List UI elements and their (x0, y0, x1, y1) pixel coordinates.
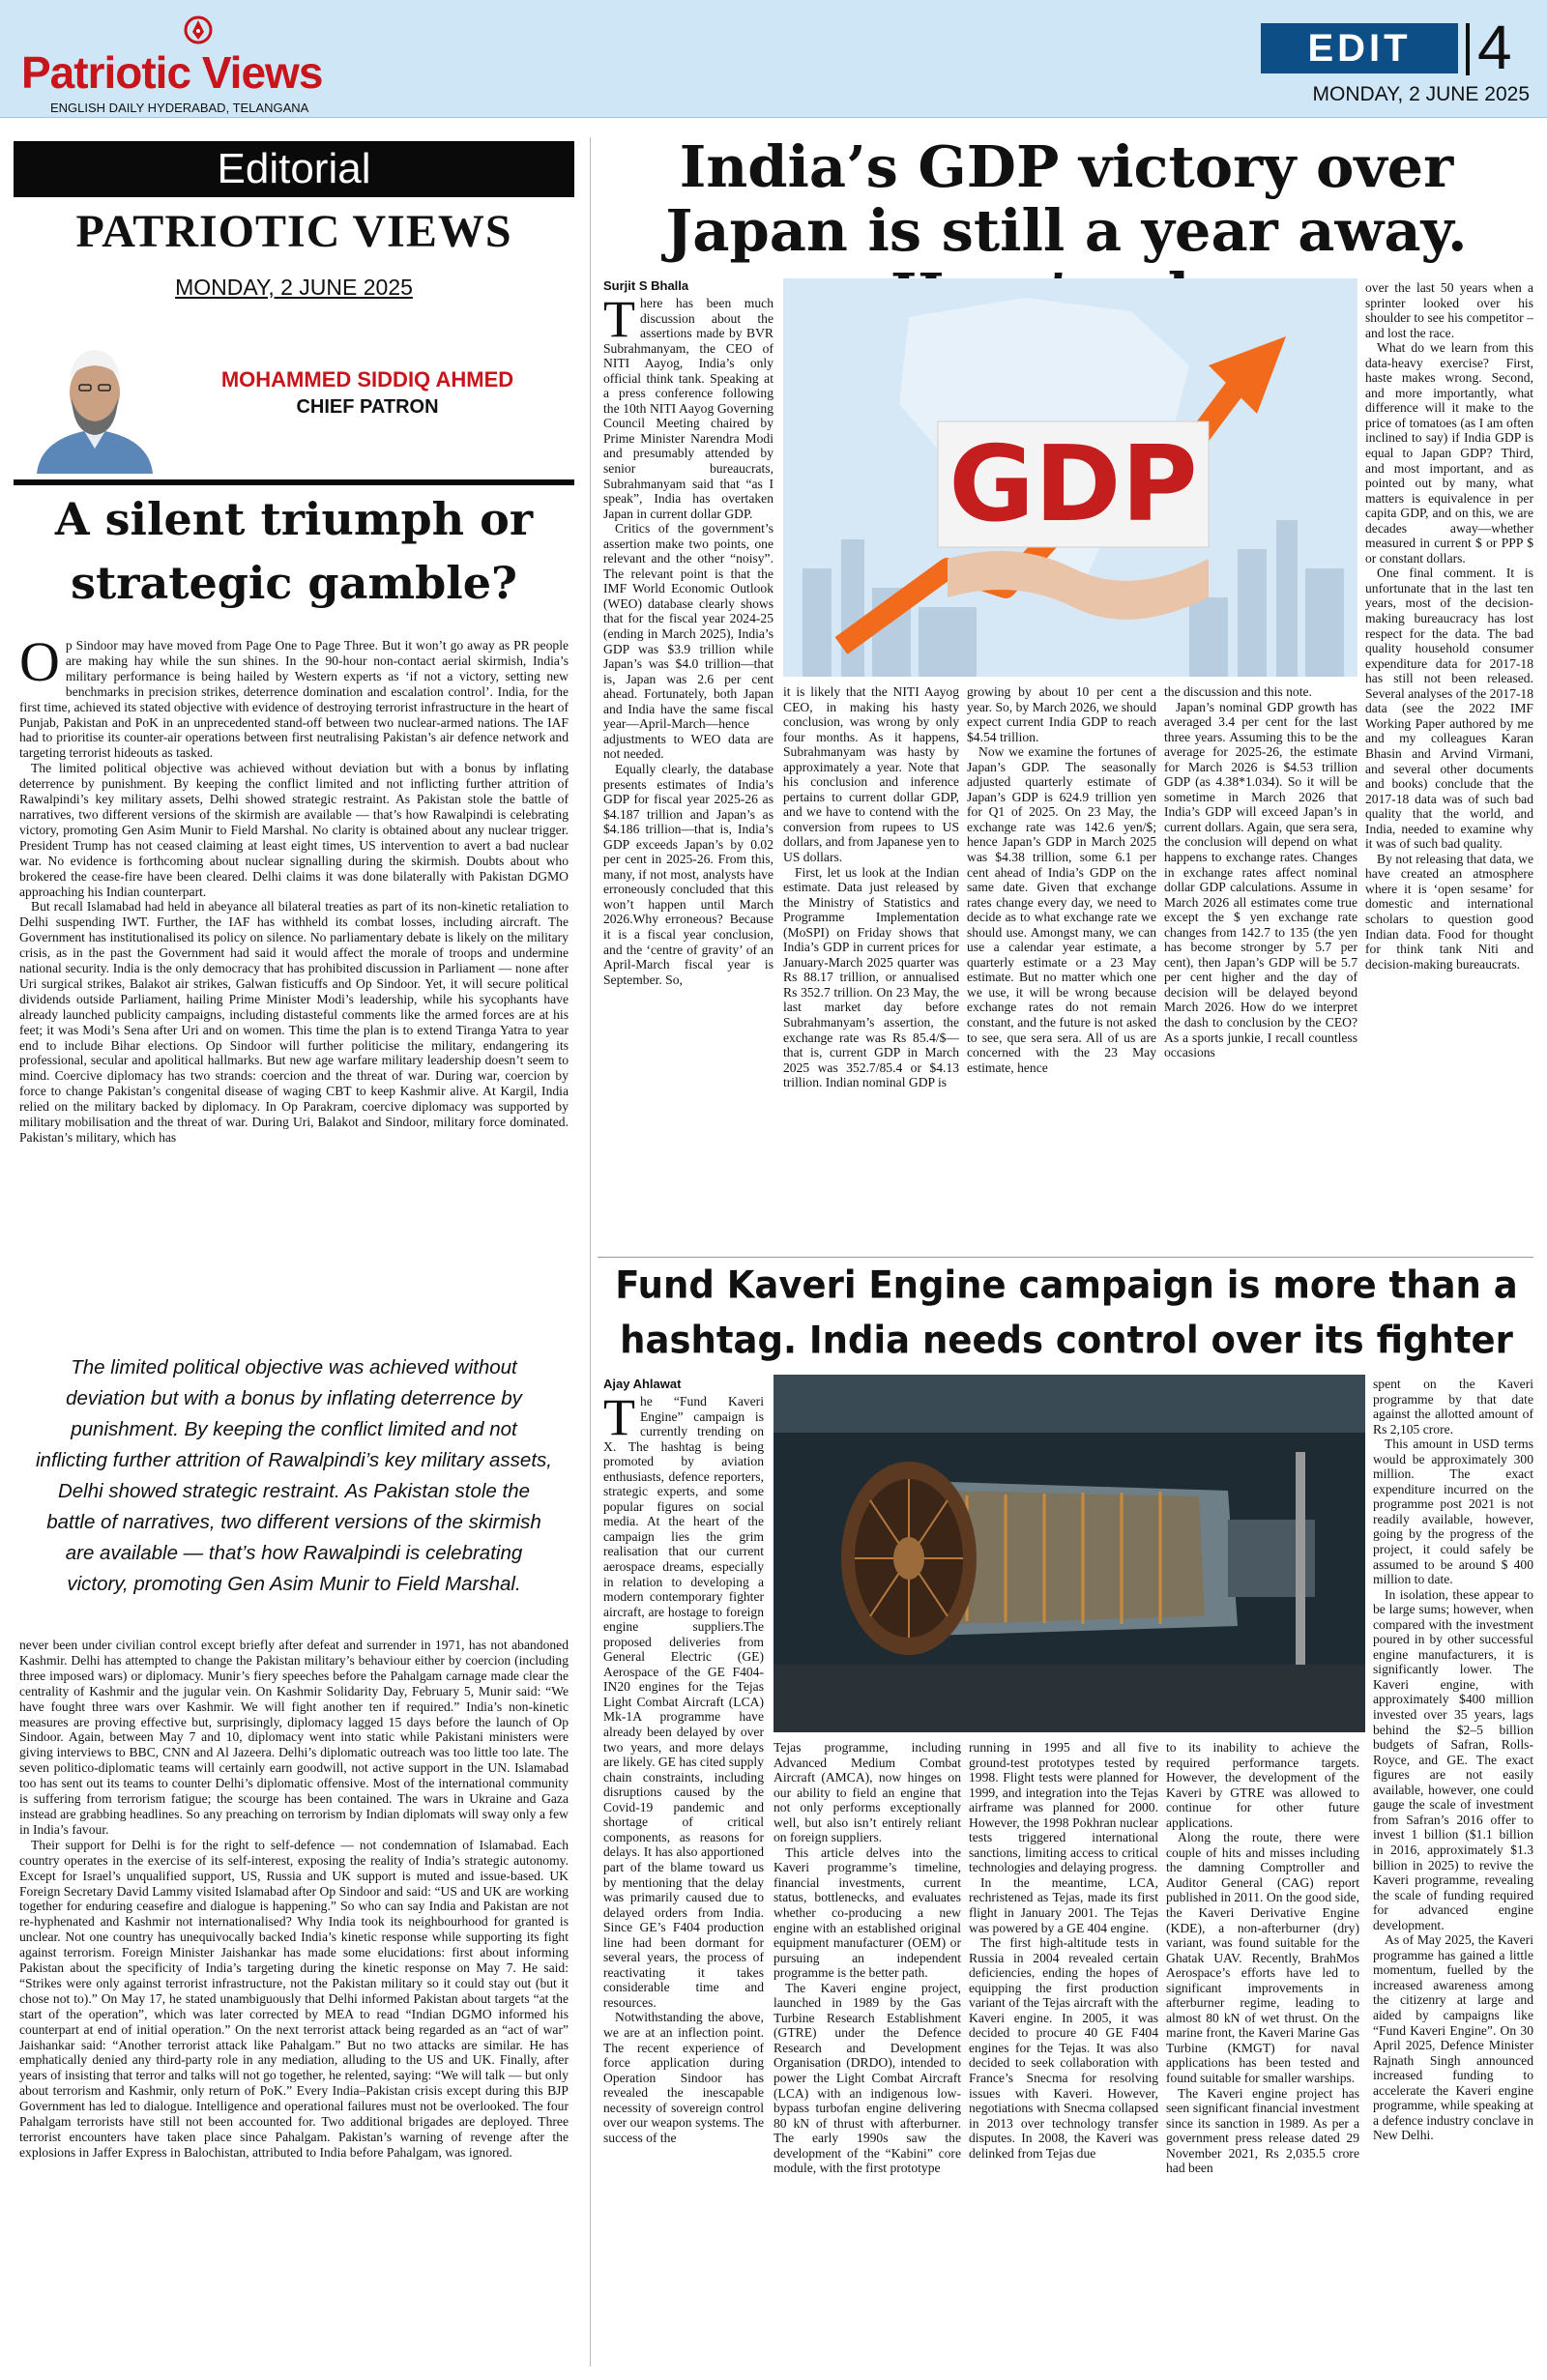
story1-column-3 (967, 684, 1156, 1251)
story1-paragraph: Critics of the government’s assertion make two points, one relevant and the other “noisy”. The relevant point is that the IMF World Economic Outlook (WEO) database clearly shows that for the fiscal year 2024-25 (ending in March 2025), India’s GDP was $3.9 trillion while Japan’s was $4.0 trillion—that is, Japan was 2.6 per cent ahead. Fortunately, both Japan and India have the same fiscal year—April-March—hence adjustments to WEO data are not needed. (603, 521, 774, 762)
logo-tagline: ENGLISH DAILY HYDERABAD, TELANGANA (50, 101, 309, 115)
story2-paragraph: The “Fund Kaveri Engine” campaign is currently trending on X. The hashtag is being promoted by aviation enthusiasts, defence reporters, strategic experts, and some popular figures on social media. At the heart of the campaign lies the grim realisation that our current aerospace dreams, especially in relation to developing a modern contemporary fighter aircraft, are hostage to foreign engine suppliers.The proposed deliveries from General Electric (GE) Aerospace of the GE F404-IN20 engines for the Tejas Light Combat Aircraft (LCA) Mk-1A programme have already been delayed by over two years, and more delays are likely. GE has cited supply chain constraints, including disruptions caused by the Covid-19 pandemic and shortage of critical components, as reasons for delays. It has also apportioned part of the blame toward us by mentioning that the delay was primarily caused due to delayed orders from India. Since GE’s F404 production line had been dormant for several years, the process of reactivating it takes considerable time and resources. (603, 1394, 764, 2010)
editorial-body-bottom (19, 1638, 569, 2368)
story2-paragraph: spent on the Kaveri programme by that date against the allotted amount of Rs 2,105 crore. (1373, 1377, 1533, 1437)
story1-headline: India’s GDP victory over Japan is still a year away. (665, 133, 1468, 264)
story2-paragraph: As of May 2025, the Kaveri programme has gained a little momentum, fuelled by the increased awareness among the citizenry at large and aided by campaigns like “Fund Kaveri Engine”. On 30 April 2025, Defence Minister Rajnath Singh announced increased funding to accelerate the Kaveri engine programme, while speaking at a defence industry conclave in New Delhi. (1373, 1932, 1533, 2143)
editorial-body-top (19, 638, 569, 1317)
editorial-pull-quote: The limited political objective was achieved without deviation but with a bonus by inflating deterrence by punishment. By keeping the conflict limited and not inflicting further attrition of Rawalpindi’s key military assets, Delhi showed strategic restraint. As Pakistan stole the battle of narratives, two different versions of the skirmish are available — that’s how Rawalpindi is celebrating victory, promoting Gen Asim Munir to Field Marshal. (36, 1356, 552, 1595)
story1-dropcap: T (603, 296, 635, 348)
story1-paragraph: First, let us look at the Indian estimate. Data just released by the Ministry of Statistics and Programme Implementation (MoSPI) on Friday shows that India’s GDP in current prices for January-March 2025 quarter was Rs 88.17 trillion, or annualised Rs 352.7 trillion. On 23 May, the last market day before Subrahmanyam’s assertion, the exchange rate was Rs 85.4/$—that is, current GDP in March 2025 was 352.7/85.4 or $4.13 trillion. Indian nominal GDP is (783, 864, 959, 1090)
masthead (0, 0, 1547, 118)
editorial-divider (14, 479, 574, 485)
section-label: EDIT (1261, 23, 1458, 73)
editorial-paragraph: never been under civilian control except briefly after defeat and surrender in 1971, has not abandoned Kashmir. Delhi has attempted to change the Pakistan military’s behaviour either by coercion (including three imposed wars) or diplomacy. Munir’s fiery speeches before the Pahalgam carnage made clear the centrality of Kashmir and the jugular vein. On Kashmir Solidarity Day, February 5, Munir said: “We have fought three wars over Kashmir. We will fight another ten if required.” India’s non-kinetic measures are proving effective but, surprisingly, diplomacy lagged 15 days before the launch of Op Sindoor. Again, between May 7 and 10, diplomacy went into static while Pakistani ministers were giving interviews to BBC, CNN and Al Jazeera. Delhi’s diplomatic outreach was too little too late. The seven politico-diplomatic teams will certainly earn goodwill, not active support in the UN. Islamabad too has sent out its teams to counter Delhi’s diplomatic offensive. Most of the international community is suffering from terrorism fatigue; the scourge has been contained. The wars in Ukraine and Gaza instead are grabbing headlines. So any preaching on terrorism by Indian diplomats will sway only a few in India’s favour. (19, 1638, 569, 1837)
editorial-headline: A silent triumph or strategic gamble? (54, 493, 534, 609)
story1-column-5 (1365, 280, 1533, 1251)
story1-paragraph: By not releasing that data, we have created an atmosphere where it is ‘open sesame’ for domestic and international scholars to question good Indian data. Food for thought for think tank Niti and decision-making bureaucrats. (1365, 851, 1533, 972)
story2-headline: Fund Kaveri Engine campaign is more than a hashtag. India needs control over its fighter (615, 1263, 1518, 1363)
editorial-banner: Editorial (14, 141, 574, 197)
editorial-paragraph: Their support for Delhi is for the right to self-defence — not condemnation of Islamabad. Each country operates in the exercise of its self-interest, exposing the reality of India’s strategic autonomy. Except for Israel’s unqualified support, US, Russia and UK support is muted and issue-based. UK Foreign Secretary David Lammy visited Islamabad after Op Sindoor and said: “US and UK are working together for enduring ceasefire and dialogue is happening.” So who can say India and Pakistan are not re-hyphenated and Kashmir not internationalised? Why India took its neighbourhood for granted is unclear. Not one country has unequivocally backed India’s kinetic response while supporting its fight against terrorism. Foreign Minister Jaishankar has made some elucidations: first about informing Pakistan about the specificity of India’s targeting during the kinetic response on May 7. He said: “Strikes were only against terrorist infrastructure, not the Pakistan military so it could stay out (but it chose not to).” On May 17, he stated unambiguously that Delhi informed Pakistan about targets “at the start of the operation”, which was later corrected by MEA to read “Indian DGMO informed his counterpart at end of initial operation.” On the next terrorist attack being regarded as an “act of war” Jaishankar said: “Another terrorist attack like Pahalgam.” But no two attacks are similar. He has emphatically denied any third-party role in any mediation, alluding to the US and UK. Finally, after years of insisting that terror and talks will not go together, he relented, saying: “We will talk — but only about terrorism and Kashmir, only return of PoK.” Every India–Pakistan crisis except during this BJP Government has led to dialogue. Intelligence and operational failures must not be overlooked. The four Pahalgam terrorists have still not been accounted for. Two additional brigades are deployed. Three terrorist encounters have taken place since Pahalgam. Pakistan’s warning of revenge after the explosions in Jaffer Express in Balochistan, attributed to India before Pahalgam, was ignored. (19, 1837, 569, 2160)
gdp-growth-illustration (783, 278, 1357, 677)
gdp-image-label: GDP (949, 424, 1198, 545)
story1-column-1 (603, 296, 774, 1251)
editorial-paragraph: Op Sindoor may have moved from Page One to Page Three. But it won’t go away as PR people are making hay while the sun shines. In the 90-hour non-contact aerial skirmish, India’s military performance is being hailed by Western experts as ‘if not a victory, setting new benchmarks in precision strikes, deterrence domination and escalation control’. India, for the first time, achieved its stated objective with evidence of destroying terrorist infrastructure in the heart of Punjab, Pakistan and PoK in an unprecedented stand-off between two nuclear-armed nations. The IAF had to prioritise its counter-air operations between first neutralising Pakistan’s air defence network and targeting terrorist hideouts as tasked. (19, 638, 569, 761)
story1-paragraph: One final comment. It is unfortunate that in the last ten years, most of the decision-making bureaucracy has lost respect for the data. The bad quality household consumer expenditure data for 2017-18 has still not been released. Several analyses of the 2017-18 data (see the 2022 IMF Working Paper authored by me and my colleagues Karan Bhasin and Arvind Virmani, and several other documents and books) conclude that the 2017-18 data was of such bad quality that the world, and India, needed to examine why it was of such bad quality. (1365, 566, 1533, 852)
story2-paragraph: running in 1995 and all five ground-test prototypes tested by 1998. Flight tests were planned for 1999, and integration into the Tejas airframe was planned for 2000. However, the 1998 Pokhran nuclear tests triggered international sanctions, limiting access to critical technologies and delaying progress. (969, 1740, 1158, 1875)
masthead-date: MONDAY, 2 JUNE 2025 (1312, 83, 1530, 105)
editorial-paragraph: The limited political objective was achieved without deviation but with a bonus by inflating deterrence by punishment. By keeping the conflict limited and not inflicting further attrition of Rawalpindi’s key military assets, Delhi showed strategic restraint. As Pakistan stole the battle of narratives, two different versions of the skirmish are available — that’s how Rawalpindi is celebrating victory, promoting Gen Asim Munir to Field Marshal. No clarity is obtained about any nuclear trigger. President Trump has not ceased claiming at least eight times, US intervention to avert a bad nuclear war. No evidence is forthcoming about nuclear signalling during the skirmish. Doubts about who brokered the cease-fire have been cleared. Delhi claims it was done bilaterally with Pakistan DGMO approaching his Indian counterpart. (19, 761, 569, 899)
story2-paragraph: This amount in USD terms would be approximately 300 million. The exact expenditure incurred on the programme post 2021 is not readily available, however, going by the progress of the project, it could safely be assumed to be around $ 400 million to date. (1373, 1437, 1533, 1587)
pen-nib-logo-icon (184, 15, 213, 44)
story1-column-2 (783, 684, 959, 1251)
editorial-dropcap: O (19, 638, 60, 693)
story1-paragraph: the discussion and this note. (1164, 684, 1312, 699)
story2-byline: Ajay Ahlawat (603, 1377, 682, 1391)
story2-column-5 (1373, 1377, 1533, 2366)
story1-paragraph: There has been much discussion about the assertions made by BVR Subrahmanyam, the CEO of NITI Aayog, India’s only official think tank. Speaking at a press conference following the 10th NITI Aayog Governing Council Meeting chaired by Prime Minister Narendra Modi and presumably attended by senior bureaucrats, Subrahmanyam said that “as I speak”, India has overtaken Japan in current dollar GDP. (603, 296, 774, 521)
logo (19, 12, 348, 115)
editorial-paragraph: But recall Islamabad had held in abeyance all bilateral treaties as part of its non-kinetic retaliation to Delhi suspending IWT. Further, the IAF has withheld its combat losses, including aircraft. The Government has institutionalised its policy on silence. No parliamentary debate is likely on the military crisis, as in the past the Government had said it would affect the morale of troops and undermine national security. India is the only democracy that has prohibited discussion in Parliament — none after Uri surgical strikes, Balakot air strikes, Galwan fisticuffs and Op Sindoor. Yet, it will secure political dividends outside Parliament, hailing Prime Minister Modi’s leadership, while his sycophants have already launched publicity campaigns, including distasteful comments like the armed forces are at his feet; it was Modi’s Sena after Uri and on women. This time the plan is to extend Tiranga Yatra to year end to include Bihar elections. Op Sindoor will further politicise the military, endangering its professional, secular and apolitical hallmarks. But new age warfare military leadership doesn’t seem to mind. Coercive diplomacy has two strands: coercion and the threat of war. During war, coercion by force to change Pakistan’s congenital disease of waging CBT to keep Kashmir alive. At Kargil, India relied on the military backed by diplomacy. In Op Parakram, coercive diplomacy was supported by military mobilisation and the threat of war. During Uri, Balakot and Sindoor, military force dominated. Pakistan’s military, which has (19, 899, 569, 1145)
story2-paragraph: to its inability to achieve the required performance targets. However, the development of the Kaveri by GTRE was allowed to continue for other future applications. (1166, 1740, 1359, 1830)
patron-portrait (27, 329, 162, 474)
story2-column-2 (774, 1740, 961, 2366)
story2-paragraph: The Kaveri engine project has seen significant financial investment since its sanction in 1989. As per a government press release dated 29 November 2021, Rs 2,035.5 crore had been (1166, 2085, 1359, 2176)
column-divider (590, 137, 591, 2366)
story2-column-4 (1166, 1740, 1359, 2366)
story2-paragraph: The first high-altitude tests in Russia in 2004 revealed certain deficiencies, ending the hopes of equipping the first production variant of the Tejas aircraft with the Kaveri engine. In 2005, it was decided to procure 40 GE F404 engines for the Tejas. It was also decided to seek collaboration with France’s Snecma for resolving issues with Kaveri. However, negotiations with Snecma collapsed in 2013 over technology transfer disputes. In 2008, the Kaveri was delinked from Tejas due (969, 1935, 1158, 2161)
story1-paragraph: growing by about 10 per cent a year. So, by March 2026, we should expect current India GDP to reach $4.54 trillion. (967, 684, 1156, 744)
story2-column-1 (603, 1394, 764, 2366)
editorial-date: MONDAY, 2 JUNE 2025 (175, 275, 413, 300)
story2-paragraph: Tejas programme, including Advanced Medium Combat Aircraft (AMCA), now hinges on our ability to field an engine that not only performs exceptionally well, but also isn’t entirely reliant on foreign suppliers. (774, 1740, 961, 1845)
story1-column-4 (1164, 684, 1357, 1251)
story1-paragraph: it is likely that the NITI Aayog CEO, in making his hasty conclusion, was wrong by only four months. As it happens, Subrahmanyam was hasty by approximately a year. Note that his conclusion and inference pertains to current dollar GDP, and we have to contend with the conversion from rupees to US dollars, and from Japanese yen to US dollars. (783, 684, 959, 865)
patron-name: MOHAMMED SIDDIQ AHMED (220, 367, 514, 392)
page-number: 4 (1477, 13, 1512, 82)
patron-title: CHIEF PATRON (296, 396, 439, 418)
story2-paragraph: In the meantime, LCA, rechristened as Tejas, made its first flight in January 2001. The Tejas was powered by a GE 404 engine. (969, 1874, 1158, 1935)
story1-paragraph: Now we examine the fortunes of Japan’s GDP. The seasonally adjusted quarterly estimate of Japan’s GDP is 624.9 trillion yen for Q1 of 2025. On 23 May, the exchange rate was 142.6 yen/$; hence Japan’s GDP in March 2025 was $4.38 trillion, some 6.1 per cent ahead of India’s GDP on the same date. Given that exchange rates change every day, we need to decide as to what exchange rate we should use. Amongst many, we can use a calendar year estimate, a quarterly estimate or a 23 May estimate. But no matter which one we use, it will be wrong because exchange rates do not remain constant, and the future is not asked to see, que sera sera. All of us are concerned with the 23 May estimate, hence (967, 744, 1156, 1075)
section-divider (1466, 23, 1470, 75)
story1-paragraph: Japan’s nominal GDP growth has averaged 3.4 per cent for the last three years. Assuming this to be the average for 2025-26, the estimate for March 2026 is $4.53 trillion GDP (as 4.38*1.034). So it will be sometime in March 2026 that India’s GDP will exceed Japan’s in current dollars. Again, que sera sera, the conclusion will depend on what happens to exchange rates. Changes in exchange rates affect nominal dollar GDP calculations. Assume in March 2026 all estimates come true except the $ yen exchange rate changes from 142.7 to 135 (the yen has become stronger by 5.7 per cent), then Japan’s GDP will be 5.7 per cent higher and the day of decision will be delayed beyond March 2026. How do we interpret the dash to conclusion by the CEO? As a sports junkie, I recall countless occasions (1164, 699, 1357, 1060)
story2-column-3 (969, 1740, 1158, 2366)
story2-dropcap: T (603, 1394, 635, 1446)
story2-paragraph: Notwithstanding the above, we are at an inflection point. The recent experience of force application during Operation Sindoor has revealed the inescapable necessity of sovereign control over our weapon systems. The success of the (603, 2010, 764, 2145)
logo-text: Patriotic Views (21, 47, 323, 98)
story2-paragraph: The Kaveri engine project, launched in 1989 by the Gas Turbine Research Establishment (GTRE) under the Defence Research and Development Organisation (DRDO), intended to power the Light Combat Aircraft (LCA) with an indigenous low-bypass turbofan engine delivering 80 kN of thrust with afterburner. The early 1990s saw the development of the “Kabini” core module, with the first prototype (774, 1980, 961, 2176)
story1-paragraph: over the last 50 years when a sprinter looked over his shoulder to see his competitor – and lost the race. (1365, 280, 1533, 340)
story2-paragraph: This article delves into the Kaveri programme’s timeline, financial investments, current status, bottlenecks, and evaluates whether co-producing a new engine with an established original equipment manufacturer (OEM) or pursuing an independent programme is the better path. (774, 1844, 961, 1981)
story1-paragraph: Equally clearly, the database presents estimates of India’s GDP for fiscal year 2025-26 as $4.187 trillion and Japan’s as $4.186 trillion—that is, India’s GDP exceeds Japan’s by 0.02 per cent in 2025-26. From this, many, if not most, analysts have erroneously concluded that this won’t happen until March 2026.Why erroneous? Because it is a fiscal year conclusion, and the ‘centre of gravity’ of an April-March fiscal year is September. So, (603, 761, 774, 987)
story1-byline: Surjit S Bhalla (603, 278, 689, 293)
story1-paragraph: What do we learn from this data-heavy exercise? First, haste makes wrong. Second, and more importantly, what difference will it make to the price of tomatoes (as I am often inclined to say) if India GDP is equal to Japan GDP? Third, and most important, and as pointed out by many, what matters is equivalence in per capita GDP, and on this, we are decades away—whether measured in current $ or PPP $ or constant dollars. (1365, 340, 1533, 566)
jet-engine-photo (774, 1375, 1365, 1732)
story2-paragraph: In isolation, these appear to be large sums; however, when compared with the investment poured in by other successful engine manufacturers, it is significantly lower. The Kaveri engine, with approximately $400 million invested over 35 years, lags behind the $2–5 billion budgets of Safran, Rolls-Royce, and GE. The exact figures are not easily available, however, one could gauge the scale of investment from Safran’s 2016 offer to invest 1 billion ($1.1 billion in 2016, approximately $1.3 billion in 2025) to revive the Kaveri programme, revealing the scale of funding required for advanced engine development. (1373, 1586, 1533, 1932)
editorial-paper-name: PATRIOTIC VIEWS (75, 206, 512, 257)
story2-paragraph: Along the route, there were couple of hits and misses including the damning Comptroller and Auditor General (CAG) report published in 2011. On the good side, the Kaveri Derivative Engine (KDE), a non-afterburner (dry) variant, was found suitable for the Ghatak UAV. Recently, BrahMos Aerospace’s efforts have led to significant improvements in afterburner regime, leading to almost 80 kN of wet thrust. On the marine front, the Kaveri Marine Gas Turbine (KMGT) for naval applications has been tested and found suitable for smaller warships. (1166, 1830, 1359, 2086)
